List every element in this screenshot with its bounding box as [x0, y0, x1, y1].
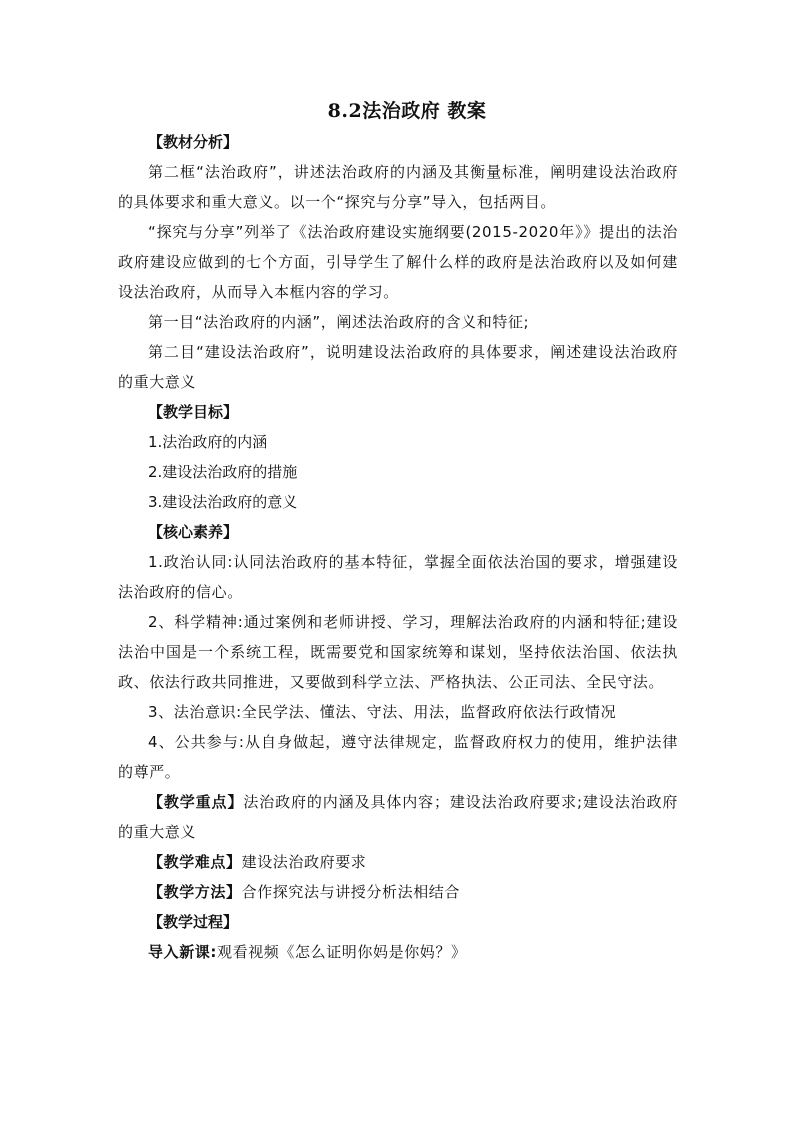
key-points-text: 法治政府的内涵及具体内容；建设法治政府要求;建设法治政府的重大意义 [118, 793, 678, 841]
section-heading-goals: 【教学目标】 [148, 403, 239, 421]
paragraph-analysis-1: 第二框“法治政府”，讲述法治政府的内涵及其衡量标准，阐明建设法治政府的具体要求和重大意义。以一个“探究与分享”导入，包括两目。 [118, 163, 678, 211]
literacy-item: 3、法治意识:全民学法、懂法、守法、用法，监督政府依法行政情况 [148, 703, 617, 721]
goal-item: 3.建设法治政府的意义 [148, 493, 298, 511]
method-paragraph [118, 877, 678, 907]
section-heading-analysis: 【教材分析】 [148, 133, 239, 151]
intro-paragraph [118, 937, 678, 967]
goal-item: 1.法治政府的内涵 [148, 433, 268, 451]
literacy-item: 2、科学精神:通过案例和老师讲授、学习，理解法治政府的内涵和特征;建设法治中国是一个系统工程，既需要党和国家统筹和谋划，坚持依法治国、依法执政、依法行政共同推进，又要做到科学立法、严格执法、公正司法、全民守法。 [118, 613, 678, 691]
method-text: 合作探究法与讲授分析法相结合 [241, 883, 461, 901]
literacy-item: 1.政治认同:认同法治政府的基本特征，掌握全面依法治国的要求，增强建设法治政府的信心。 [118, 553, 678, 601]
page-title: 8.2法治政府 教案 [327, 100, 487, 122]
difficulty-paragraph [118, 847, 678, 877]
section-heading-key: 【教学重点】 [148, 793, 244, 811]
difficulty-text: 建设法治政府要求 [241, 853, 367, 871]
key-points-paragraph [118, 787, 678, 847]
intro-heading: 导入新课: [148, 943, 217, 961]
section-heading-process: 【教学过程】 [148, 913, 239, 931]
paragraph-analysis-3: 第一目“法治政府的内涵”，阐述法治政府的含义和特征; [148, 313, 530, 331]
section-heading-method: 【教学方法】 [148, 883, 242, 901]
paragraph-analysis-4: 第二目“建设法治政府”，说明建设法治政府的具体要求，阐述建设法治政府的重大意义 [118, 343, 678, 391]
intro-text: 观看视频《怎么证明你妈是你妈？》 [217, 943, 467, 961]
section-heading-difficulty: 【教学难点】 [148, 853, 242, 871]
section-heading-literacy: 【核心素养】 [148, 523, 239, 541]
literacy-item: 4、公共参与:从自身做起，遵守法律规定，监督政府权力的使用，维护法律的尊严。 [118, 733, 678, 781]
paragraph-analysis-2: “探究与分享”列举了《法治政府建设实施纲要(2015-2020年》》提出的法治政府建设应做到的七个方面，引导学生了解什么样的政府是法治政府以及如何建设法治政府，从而导入本框内容的学习。 [118, 223, 678, 301]
goal-item: 2.建设法治政府的措施 [148, 463, 298, 481]
document-content [118, 95, 678, 967]
